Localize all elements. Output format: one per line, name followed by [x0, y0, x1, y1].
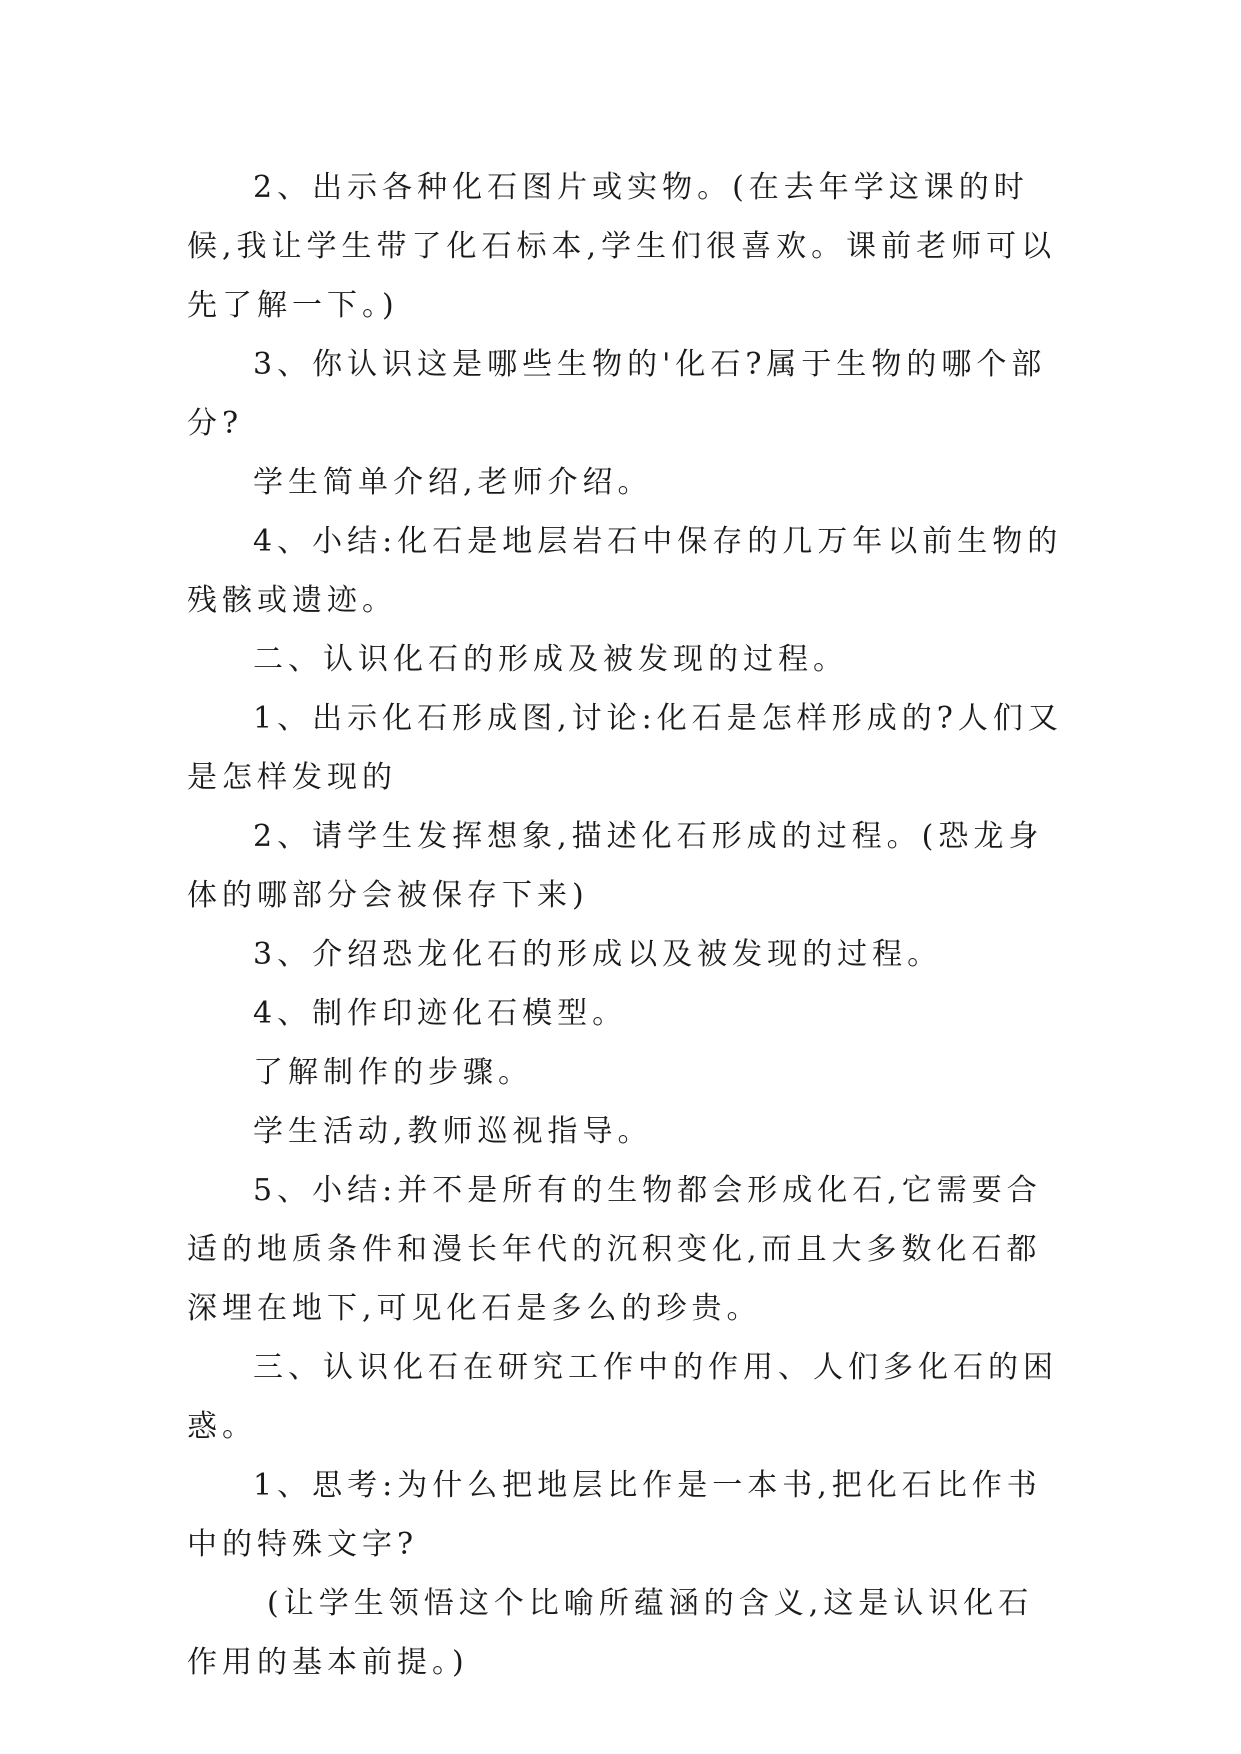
paragraph-think-metaphor: 1、思考:为什么把地层比作是一本书,把化石比作书中的特殊文字? — [187, 1468, 1042, 1562]
paragraph-student-activity: 学生活动,教师巡视指导。 — [253, 1114, 653, 1149]
paragraph-make-model: 4、制作印迹化石模型。 — [253, 996, 628, 1031]
section-heading-formation: 二、认识化石的形成及被发现的过程。 — [253, 642, 848, 677]
paragraph-formation-diagram: 1、出示化石形成图,讨论:化石是怎样形成的?人们又是怎样发现的 — [187, 701, 1063, 795]
paragraph-imagine-formation: 2、请学生发挥想象,描述化石形成的过程。(恐龙身体的哪部分会被保存下来) — [187, 819, 1044, 913]
paragraph-metaphor-note: (让学生领悟这个比喻所蕴涵的含义,这是认识化石作用的基本前提。) — [187, 1586, 1034, 1680]
paragraph-show-fossils: 2、出示各种化石图片或实物。(在去年学这课的时候,我让学生带了化石标本,学生们很喜欢。课前老师可以先了解一下。) — [187, 170, 1057, 323]
paragraph-summary-rarity: 5、小结:并不是所有的生物都会形成化石,它需要合适的地质条件和漫长年代的沉积变化,而且大多数化石都深埋在地下,可见化石是多么的珍贵。 — [187, 1173, 1042, 1326]
document-body — [187, 158, 1067, 1692]
paragraph-identify-fossils: 3、你认识这是哪些生物的'化石?属于生物的哪个部分? — [187, 347, 1047, 441]
paragraph-student-intro: 学生简单介绍,老师介绍。 — [253, 465, 653, 500]
section-heading-research-role: 三、认识化石在研究工作中的作用、人们多化石的困惑。 — [187, 1350, 1058, 1444]
paragraph-summary-definition: 4、小结:化石是地层岩石中保存的几万年以前生物的残骸或遗迹。 — [187, 524, 1063, 618]
paragraph-dinosaur-fossil: 3、介绍恐龙化石的形成以及被发现的过程。 — [253, 937, 943, 972]
paragraph-steps: 了解制作的步骤。 — [253, 1055, 533, 1090]
